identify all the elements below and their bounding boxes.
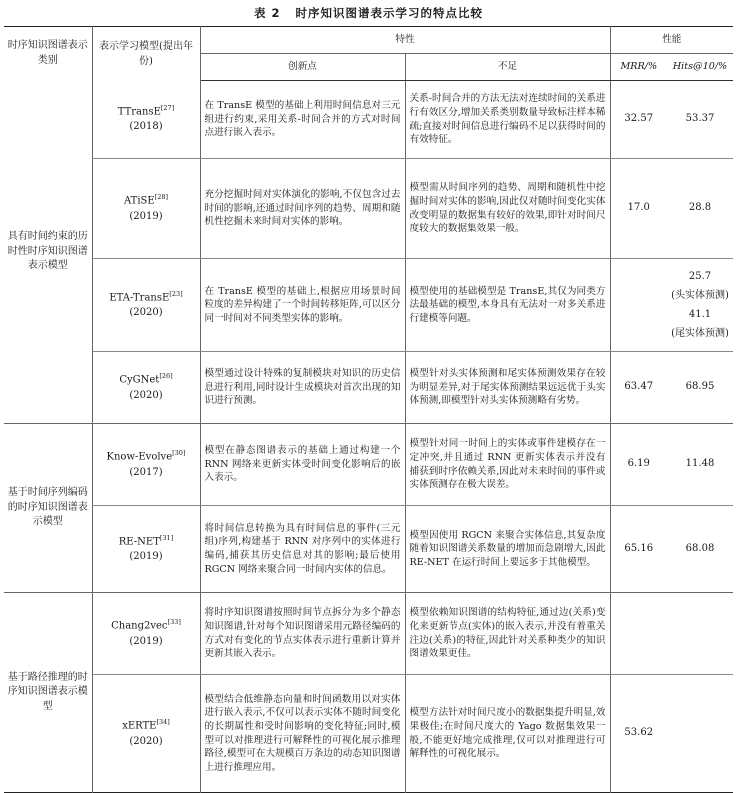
shortcoming-cell: 模型需从时间序列的趋势、周期和随机性中挖掘时间对实体的影响,因此仅对随时间变化实体改变明显的数据集有较好的效果,即针对时间尺度较大的数据集效果一般。	[405, 159, 610, 259]
model-name: ETA-TransE	[109, 292, 170, 304]
hits-cell: 68.95	[667, 352, 733, 424]
shortcoming-cell: 关系-时间合并的方法无法对连续时间的关系进行有效区分,增加关系类别数量导致标注样本稀疏;直接对时间信息进行编码不足以获得时间的有效特征。	[405, 81, 610, 159]
table-row	[4, 81, 733, 159]
ref-number: [28]	[154, 193, 169, 202]
ref-number: [27]	[160, 104, 175, 113]
category-cell: 基于路径推理的时序知识图谱表示模型	[4, 593, 92, 793]
header-mrr: MRR/%	[610, 54, 667, 81]
innovation-cell: 在 TransE 模型的基础上利用时间信息对三元组进行约束,采用关系-时间合并的方式对时间点进行嵌入表示。	[200, 81, 405, 159]
ref-number: [33]	[167, 618, 181, 627]
model-year: (2019)	[129, 210, 163, 222]
hits-cell: 68.08	[667, 506, 733, 593]
model-name: Chang2vec	[111, 620, 168, 632]
table-caption	[0, 0, 737, 26]
model-year: (2020)	[129, 307, 163, 319]
ref-number: [34]	[156, 718, 170, 727]
hits-head-value: 25.7	[688, 271, 712, 282]
model-name: ATiSE	[123, 195, 155, 207]
hits-head-label: (头实体预测)	[671, 290, 729, 301]
ref-number: [30]	[172, 449, 186, 458]
model-name: Know-Evolve	[106, 451, 173, 463]
shortcoming-cell: 模型针对头实体预测和尾实体预测效果存在较为明显差异,对于尾实体预测结果远远优于头实体预测,即模型针对头实体预测略有劣势。	[405, 352, 610, 424]
header-hits: Hits@10/%	[667, 54, 733, 81]
table-row	[4, 506, 733, 593]
shortcoming-cell: 模型使用的基础模型是 TransE,其仅为同类方法最基础的模型,本身具有无法对一对多关系进行建模等问题。	[405, 259, 610, 352]
table-row	[4, 352, 733, 424]
hits-tail-label: (尾实体预测)	[671, 328, 729, 339]
hits-cell	[667, 593, 733, 675]
ref-number: [23]	[169, 289, 183, 298]
mrr-cell	[610, 259, 667, 352]
model-name: xERTE	[122, 720, 157, 732]
innovation-cell: 充分挖掘时间对实体演化的影响,不仅包含过去时间的影响,还通过时间序列的趋势、周期和随机性挖掘未来时间对实体的影响。	[200, 159, 405, 259]
header-innovation: 创新点	[200, 54, 405, 81]
shortcoming-cell: 模型依赖知识图谱的结构特征,通过边(关系)变化来更新节点(实体)的嵌入表示,并没有着重关注边(关系)的特征,因此针对关系种类少的知识图谱效果更佳。	[405, 593, 610, 675]
model-year: (2017)	[129, 466, 163, 478]
shortcoming-cell: 模型因使用 RGCN 来聚合实体信息,其复杂度随着知识图谱关系数量的增加而急剧增大,因此 RE-NET 在运行时间上要远多于其他模型。	[405, 506, 610, 593]
model-year: (2020)	[129, 389, 163, 401]
table-row	[4, 593, 733, 675]
header-features: 特性	[200, 27, 610, 54]
hits-cell: 53.37	[667, 81, 733, 159]
category-cell: 基于时间序列编码的时序知识图谱表示模型	[4, 424, 92, 593]
model-cell	[92, 506, 200, 593]
mrr-cell: 53.62	[624, 727, 654, 739]
model-cell	[92, 259, 200, 352]
hits-tail-value: 41.1	[688, 309, 712, 320]
innovation-cell: 将时序知识图谱按照时间节点拆分为多个静态知识图谱,针对每个知识图谱采用元路径编码的方式对有变化的节点实体表示进行重新计算并更新其嵌入表示。	[200, 593, 405, 675]
table-number: 表 2	[253, 6, 281, 20]
model-year: (2019)	[129, 551, 163, 563]
model-cell	[92, 352, 200, 424]
model-name: RE-NET	[118, 536, 160, 548]
model-cell	[92, 593, 200, 675]
table-title: 时序知识图谱表示学习的特点比较	[295, 6, 484, 20]
ref-number: [26]	[159, 372, 173, 381]
model-year: (2018)	[129, 121, 163, 133]
comparison-table	[4, 26, 733, 793]
model-cell	[92, 424, 200, 506]
mrr-cell: 32.57	[610, 81, 667, 159]
mrr-cell: 17.0	[610, 159, 667, 259]
hits-cell	[667, 259, 733, 352]
hits-cell: 28.8	[667, 159, 733, 259]
ref-number: [31]	[159, 533, 174, 542]
header-category: 时序知识图谱表示类别	[4, 27, 92, 81]
table-row	[4, 159, 733, 259]
model-cell	[92, 675, 200, 793]
model-name: CyGNet	[119, 374, 160, 386]
mrr-cell: 6.19	[610, 424, 667, 506]
innovation-cell: 模型结合低维静态向量和时间函数用以对实体进行嵌入表示,不仅可以表示实体不随时间变化的长期属性和受时间影响的变化特征;同时,模型可以对推理进行可解释性的可视化展示推理路径,模型可在大规模百万条边的动态知识图谱上进行推理应用。	[200, 675, 405, 793]
model-year: (2020)	[129, 735, 163, 747]
category-cell: 具有时间约束的历时性时序知识图谱表示模型	[4, 81, 92, 424]
table-row	[4, 675, 733, 793]
mrr-cell	[610, 593, 667, 675]
hits-cell: 11.48	[667, 424, 733, 506]
model-cell	[92, 159, 200, 259]
shortcoming-cell: 模型方法针对时间尺度小的数据集提升明显,效果极佳;在时间尺度大的 Yago 数据集效果一般,不能更好地完成推理,仅可以对推理进行可解释性的可视化展示。	[405, 675, 610, 793]
header-model: 表示学习模型(提出年份)	[92, 27, 200, 81]
innovation-cell: 模型通过设计特殊的复制模块对知识的历史信息进行利用,同时设计生成模块对首次出现的知识进行预测。	[200, 352, 405, 424]
model-year: (2019)	[129, 635, 163, 647]
model-name: TTransE	[117, 106, 161, 118]
mrr-cell: 65.16	[610, 506, 667, 593]
hits-cell	[667, 675, 733, 793]
header-shortcoming: 不足	[405, 54, 610, 81]
table-row	[4, 259, 733, 352]
innovation-cell: 将时间信息转换为具有时间信息的事件(三元组)序列,构建基于 RNN 对序列中的实体进行编码,捕获其历史信息对其的影响;最后使用 RGCN 网络来聚合同一时间内实体的信息。	[200, 506, 405, 593]
header-performance: 性能	[610, 27, 733, 54]
model-cell	[92, 81, 200, 159]
innovation-cell: 在 TransE 模型的基础上,根据应用场景时间粒度的差异构建了一个时间转移矩阵,可以区分同一时间对不同类型实体的影响。	[200, 259, 405, 352]
mrr-cell: 63.47	[610, 352, 667, 424]
innovation-cell: 模型在静态图谱表示的基础上通过构建一个 RNN 网络来更新实体受时间变化影响后的嵌入表示。	[200, 424, 405, 506]
table-row	[4, 424, 733, 506]
shortcoming-cell: 模型针对同一时间上的实体或事件建模存在一定冲突,并且通过 RNN 更新实体表示并没有捕获到时序依赖关系,因此对未来时间的事件或实体预测存在极大误差。	[405, 424, 610, 506]
